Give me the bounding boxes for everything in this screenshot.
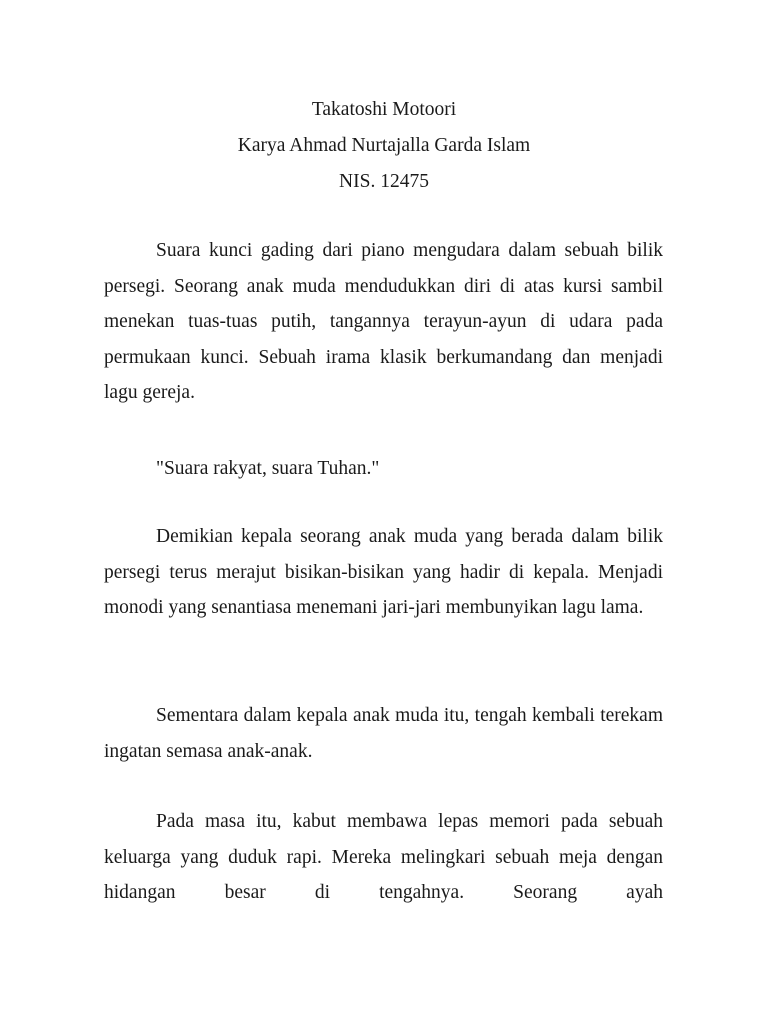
story-title: Takatoshi Motoori xyxy=(311,99,457,120)
paragraph: Demikian kepala seorang anak muda yang berada dalam bilik persegi terus merajut bisikan-bisikan yang hadir di kepala. Menjadi monodi yang senantiasa menemani jari-jari membunyikan lagu lama. xyxy=(104,526,663,618)
author-line: Karya Ahmad Nurtajalla Garda Islam xyxy=(237,135,531,156)
student-number: NIS. 12475 xyxy=(339,171,429,192)
paragraph-quote: "Suara rakyat, suara Tuhan." xyxy=(156,458,380,479)
paragraph: Sementara dalam kepala anak muda itu, tengah kembali terekam ingatan semasa anak-anak. xyxy=(104,705,663,762)
document-header xyxy=(0,92,768,200)
paragraph: Pada masa itu, kabut membawa lepas memori pada sebuah keluarga yang duduk rapi. Mereka melingkari sebuah meja dengan hidangan besar di tengahnya. Seorang ayah xyxy=(104,811,663,903)
paragraph: Suara kunci gading dari piano mengudara dalam sebuah bilik persegi. Seorang anak muda mendudukkan diri di atas kursi sambil menekan tuas-tuas putih, tangannya terayun-ayun di udara pada permukaan kunci. Sebuah irama klasik berkumandang dan menjadi lagu gereja. xyxy=(104,240,663,403)
